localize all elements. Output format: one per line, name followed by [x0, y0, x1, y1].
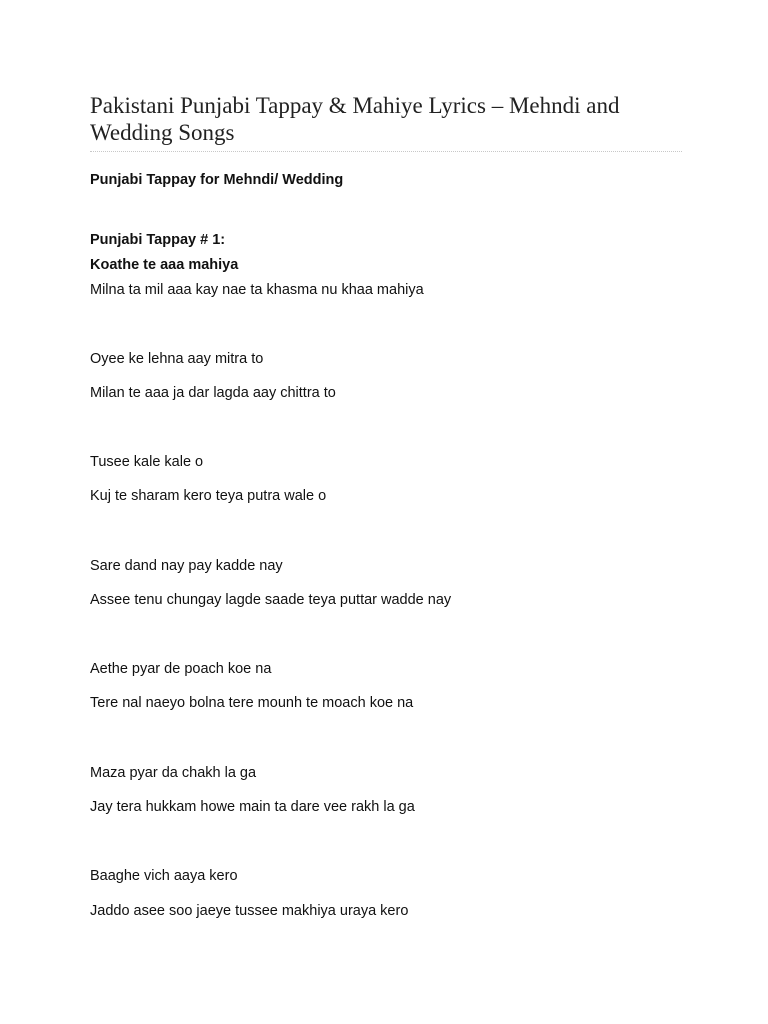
lyric-line: Milna ta mil aaa kay nae ta khasma nu khaa mahiya [90, 282, 424, 298]
lyric-line: Jaddo asee soo jaeye tussee makhiya uraya kero [90, 903, 409, 919]
lyric-line: Aethe pyar de poach koe na [90, 661, 272, 677]
lyric-line: Baaghe vich aaya kero [90, 868, 238, 884]
subheading: Punjabi Tappay for Mehndi/ Wedding [90, 172, 344, 188]
lyric-line: Kuj te sharam kero teya putra wale o [90, 488, 327, 504]
lyric-line: Sare dand nay pay kadde nay [90, 558, 283, 574]
lyric-line: Tere nal naeyo bolna tere mounh te moach koe na [90, 695, 414, 711]
section-subheading: Koathe te aaa mahiya [90, 257, 239, 273]
lyric-line: Oyee ke lehna aay mitra to [90, 351, 264, 367]
lyric-line: Milan te aaa ja dar lagda aay chittra to [90, 385, 336, 401]
page-title: Pakistani Punjabi Tappay & Mahiye Lyrics – Mehndi and Wedding Songs [90, 93, 620, 145]
section-heading: Punjabi Tappay # 1: [90, 232, 226, 248]
lyric-line: Assee tenu chungay lagde saade teya puttar wadde nay [90, 592, 452, 608]
title-divider [90, 151, 682, 152]
lyric-line: Tusee kale kale o [90, 454, 204, 470]
lyric-line: Maza pyar da chakh la ga [90, 765, 257, 781]
lyric-line: Jay tera hukkam howe main ta dare vee rakh la ga [90, 799, 415, 815]
